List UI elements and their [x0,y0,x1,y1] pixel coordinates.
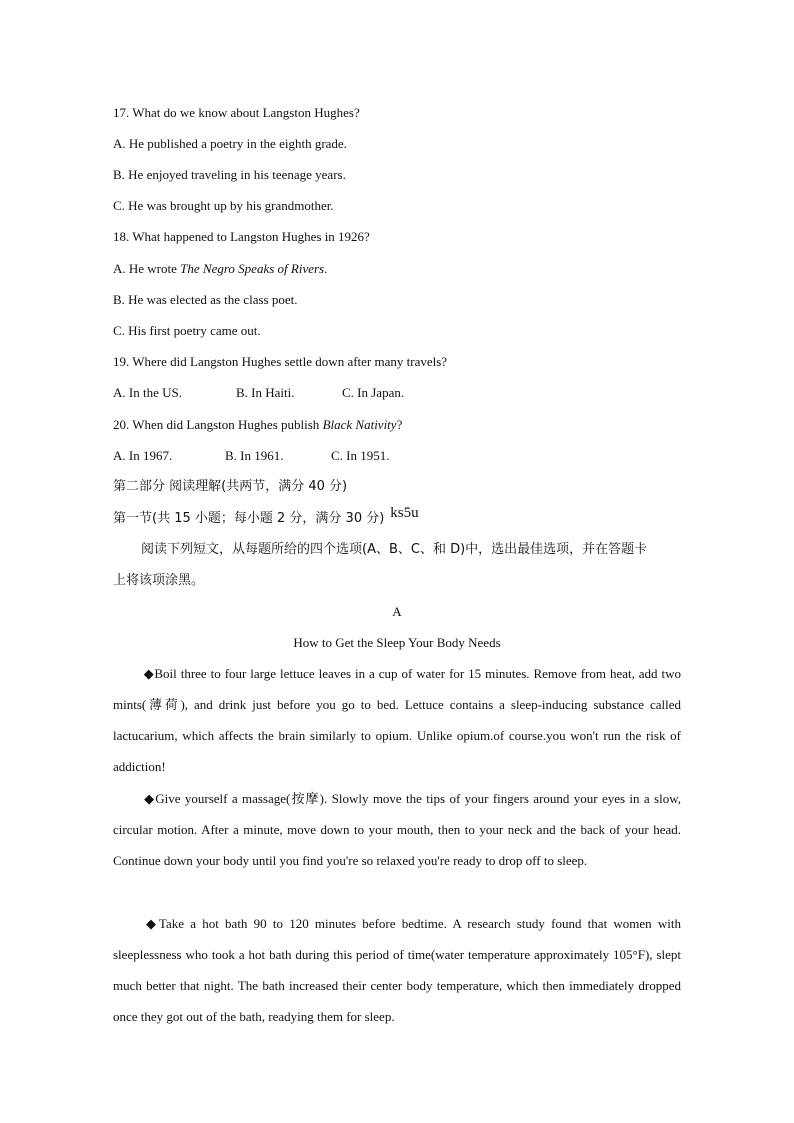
instruction-line-2: 上将该项涂黑。 [113,573,205,588]
question-19-option-b: B. In Haiti. [236,385,295,400]
poem-title: The Negro Speaks of Rivers [180,261,325,276]
paragraph-text: ◆Give yourself a massage(按摩). Slowly move the tips of your fingers around your eyes in a slow, circular motion. After a minute, move down to your mouth, then to your neck and the back of your head. Continue down your body until you find you're so relaxed you're ready to drop off to sleep. [113,791,681,868]
part-two-title: 第二部分 阅读理解(共两节，满分 40 分) [113,479,348,494]
question-17-option-a: A. He published a poetry in the eighth grade. [113,136,347,151]
paragraph-text: ◆Take a hot bath 90 to 120 minutes before bedtime. A research study found that women with sleeplessness who took a hot bath during this period of time(water temperature approximately 105°F), slept much better that night. The bath increased their center body temperature, which then immediately dropped once they got out of the bath, readying them for sleep. [113,916,681,1024]
watermark-text: ks5u [390,505,419,521]
passage-paragraph-1 [113,658,681,782]
question-18-option-b: B. He was elected as the class poet. [113,292,298,307]
section-one-label: 第一节(共 15 小题；每小题 2 分，满分 30 分) [113,511,385,526]
book-title: Black Nativity [322,417,397,432]
question-19-option-a: A. In the US. [113,385,182,400]
passage-letter: A [392,604,402,619]
question-19-options [113,384,404,402]
stem-prefix: 20. When did Langston Hughes publish [113,417,323,432]
paragraph-text: ◆Boil three to four large lettuce leaves in a cup of water for 15 minutes. Remove from heat, add two mints(薄荷), and drink just before you go to bed. Lettuce contains a sleep-inducing substance called lactucarium, which affects the brain similarly to opium. Unlike opium.of course.you won't run the risk of addiction! [113,666,681,774]
question-18-option-c: C. His first poetry came out. [113,323,261,338]
question-20-stem [113,416,402,434]
question-17-option-c: C. He was brought up by his grandmother. [113,198,334,213]
question-20-option-a: A. In 1967. [113,448,173,463]
question-18-stem: 18. What happened to Langston Hughes in 1926? [113,229,370,244]
passage-paragraph-2 [113,783,681,876]
question-20-option-b: B. In 1961. [225,448,284,463]
question-19-stem: 19. Where did Langston Hughes settle down after many travels? [113,354,448,369]
passage-title: How to Get the Sleep Your Body Needs [293,635,501,650]
stem-suffix: ? [396,417,403,432]
passage-paragraph-3 [113,908,681,1032]
section-one-title [113,505,419,528]
option-a-suffix: . [324,261,328,276]
question-17-stem: 17. What do we know about Langston Hughes? [113,105,360,120]
question-18-option-a [113,260,327,278]
question-20-option-c: C. In 1951. [331,448,390,463]
question-20-options [113,447,390,465]
option-a-prefix: A. He wrote [113,261,181,276]
question-19-option-c: C. In Japan. [342,385,405,400]
question-17-option-b: B. He enjoyed traveling in his teenage years. [113,167,346,182]
instruction-line-1: 阅读下列短文，从每题所给的四个选项(A、B、C、和 D)中，选出最佳选项，并在答题卡 [141,542,648,557]
